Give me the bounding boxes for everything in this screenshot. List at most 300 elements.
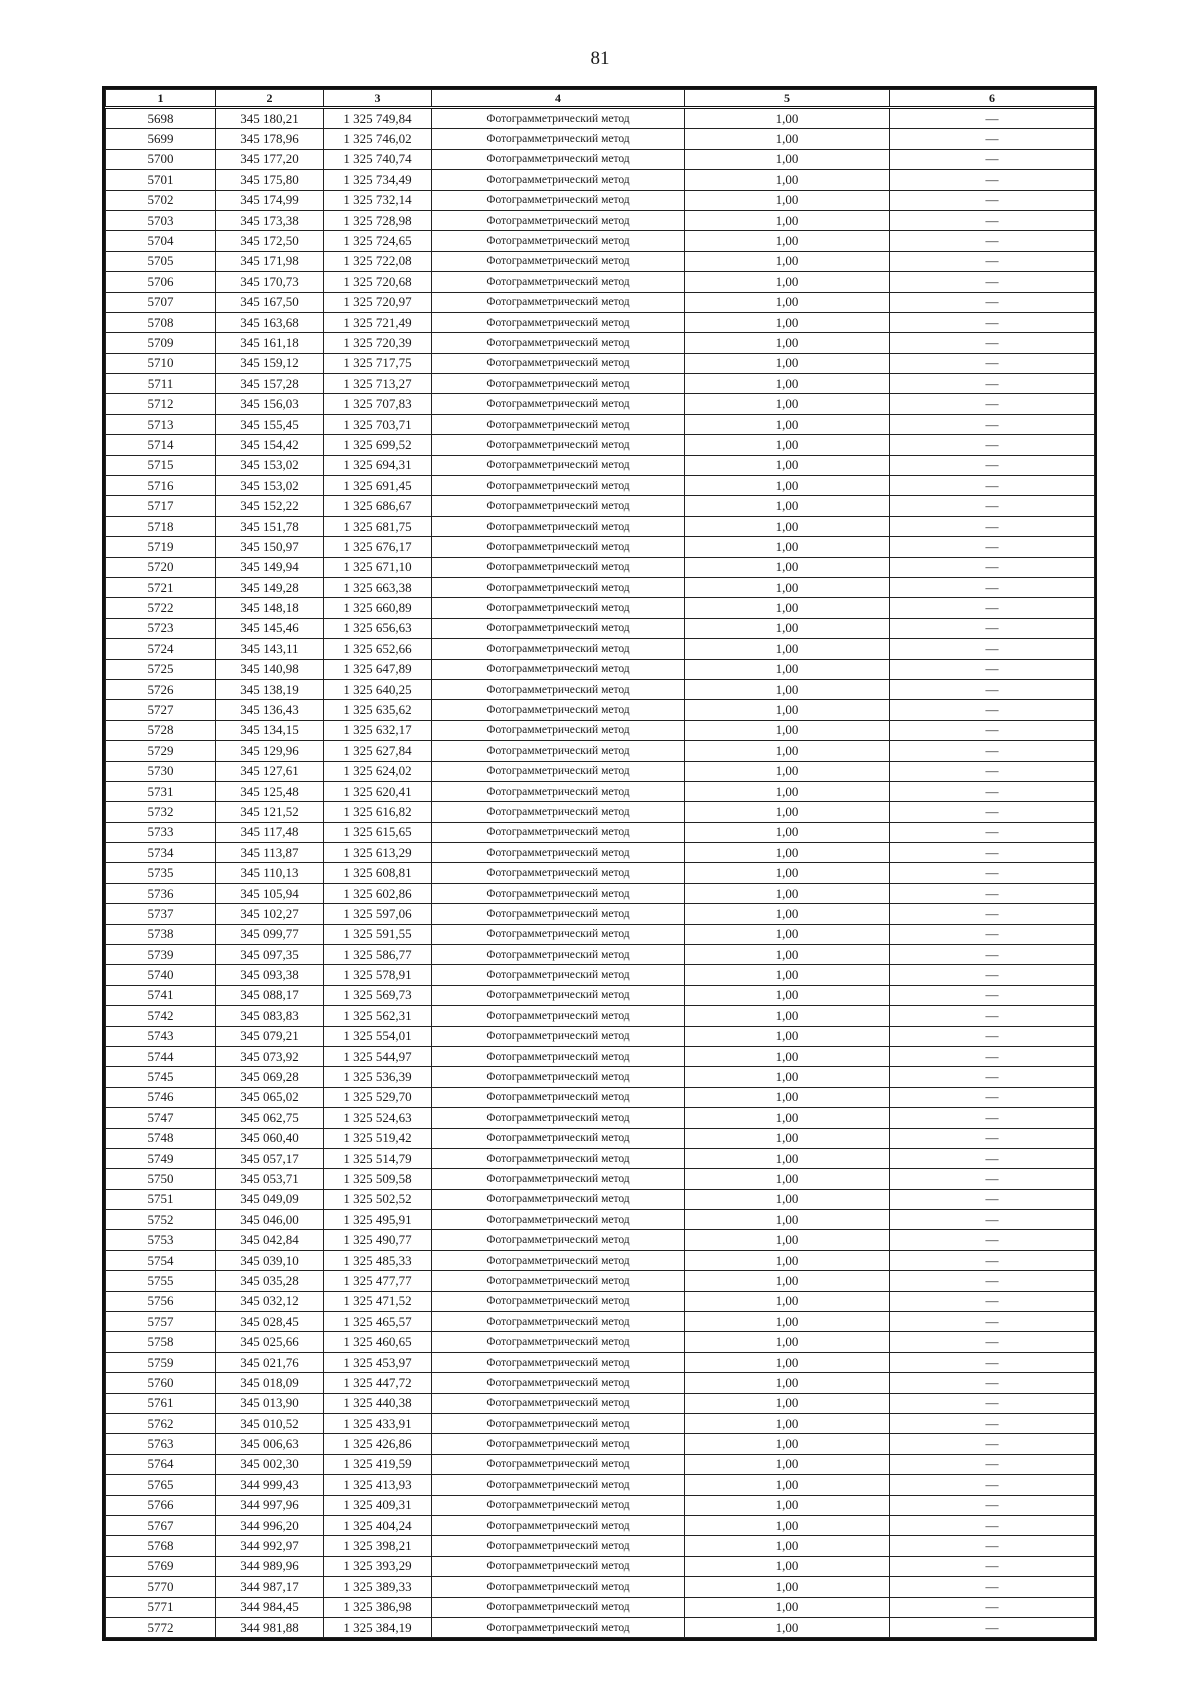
y-coordinate-cell: 1 325 440,38 bbox=[324, 1393, 432, 1413]
method-cell: Фотограмметрический метод bbox=[432, 883, 685, 903]
point-number-cell: 5762 bbox=[106, 1414, 216, 1434]
method-cell: Фотограмметрический метод bbox=[432, 863, 685, 883]
y-coordinate-cell: 1 325 720,97 bbox=[324, 292, 432, 312]
y-coordinate-cell: 1 325 514,79 bbox=[324, 1148, 432, 1168]
y-coordinate-cell: 1 325 652,66 bbox=[324, 639, 432, 659]
point-number-cell: 5735 bbox=[106, 863, 216, 883]
x-coordinate-cell: 344 981,88 bbox=[216, 1617, 324, 1637]
accuracy-cell: 1,00 bbox=[685, 1006, 890, 1026]
table-row bbox=[106, 108, 1095, 129]
accuracy-cell: 1,00 bbox=[685, 1026, 890, 1046]
point-number-cell: 5749 bbox=[106, 1148, 216, 1168]
y-coordinate-cell: 1 325 536,39 bbox=[324, 1067, 432, 1087]
accuracy-cell: 1,00 bbox=[685, 1108, 890, 1128]
method-cell: Фотограмметрический метод bbox=[432, 985, 685, 1005]
point-number-cell: 5740 bbox=[106, 965, 216, 985]
x-coordinate-cell: 345 129,96 bbox=[216, 741, 324, 761]
notes-cell: — bbox=[890, 1373, 1095, 1393]
method-cell: Фотограмметрический метод bbox=[432, 843, 685, 863]
accuracy-cell: 1,00 bbox=[685, 1332, 890, 1352]
y-coordinate-cell: 1 325 676,17 bbox=[324, 537, 432, 557]
table-row bbox=[106, 1332, 1095, 1352]
notes-cell: — bbox=[890, 210, 1095, 230]
x-coordinate-cell: 345 093,38 bbox=[216, 965, 324, 985]
method-cell: Фотограмметрический метод bbox=[432, 1271, 685, 1291]
y-coordinate-cell: 1 325 519,42 bbox=[324, 1128, 432, 1148]
table-row bbox=[106, 618, 1095, 638]
point-number-cell: 5757 bbox=[106, 1312, 216, 1332]
accuracy-cell: 1,00 bbox=[685, 577, 890, 597]
table-row bbox=[106, 149, 1095, 169]
method-cell: Фотограмметрический метод bbox=[432, 1352, 685, 1372]
table-row bbox=[106, 1128, 1095, 1148]
y-coordinate-cell: 1 325 398,21 bbox=[324, 1536, 432, 1556]
point-number-cell: 5707 bbox=[106, 292, 216, 312]
notes-cell: — bbox=[890, 741, 1095, 761]
table-row bbox=[106, 1250, 1095, 1270]
x-coordinate-cell: 345 110,13 bbox=[216, 863, 324, 883]
method-cell: Фотограмметрический метод bbox=[432, 741, 685, 761]
method-cell: Фотограмметрический метод bbox=[432, 108, 685, 129]
accuracy-cell: 1,00 bbox=[685, 1312, 890, 1332]
accuracy-cell: 1,00 bbox=[685, 700, 890, 720]
y-coordinate-cell: 1 325 724,65 bbox=[324, 231, 432, 251]
point-number-cell: 5751 bbox=[106, 1189, 216, 1209]
point-number-cell: 5742 bbox=[106, 1006, 216, 1026]
y-coordinate-cell: 1 325 471,52 bbox=[324, 1291, 432, 1311]
point-number-cell: 5725 bbox=[106, 659, 216, 679]
accuracy-cell: 1,00 bbox=[685, 516, 890, 536]
x-coordinate-cell: 345 113,87 bbox=[216, 843, 324, 863]
y-coordinate-cell: 1 325 404,24 bbox=[324, 1515, 432, 1535]
notes-cell: — bbox=[890, 190, 1095, 210]
point-number-cell: 5699 bbox=[106, 129, 216, 149]
method-cell: Фотограмметрический метод bbox=[432, 1454, 685, 1474]
notes-cell: — bbox=[890, 1046, 1095, 1066]
table-row bbox=[106, 170, 1095, 190]
y-coordinate-cell: 1 325 616,82 bbox=[324, 802, 432, 822]
x-coordinate-cell: 345 138,19 bbox=[216, 679, 324, 699]
y-coordinate-cell: 1 325 586,77 bbox=[324, 945, 432, 965]
y-coordinate-cell: 1 325 671,10 bbox=[324, 557, 432, 577]
method-cell: Фотограмметрический метод bbox=[432, 1577, 685, 1597]
method-cell: Фотограмметрический метод bbox=[432, 1515, 685, 1535]
column-header-1: 1 bbox=[106, 90, 216, 108]
method-cell: Фотограмметрический метод bbox=[432, 639, 685, 659]
method-cell: Фотограмметрический метод bbox=[432, 700, 685, 720]
notes-cell: — bbox=[890, 251, 1095, 271]
method-cell: Фотограмметрический метод bbox=[432, 394, 685, 414]
method-cell: Фотограмметрический метод bbox=[432, 965, 685, 985]
table-row bbox=[106, 863, 1095, 883]
table-row bbox=[106, 1087, 1095, 1107]
x-coordinate-cell: 345 049,09 bbox=[216, 1189, 324, 1209]
table-header bbox=[106, 90, 1095, 108]
y-coordinate-cell: 1 325 720,68 bbox=[324, 272, 432, 292]
notes-cell: — bbox=[890, 659, 1095, 679]
x-coordinate-cell: 345 046,00 bbox=[216, 1210, 324, 1230]
notes-cell: — bbox=[890, 455, 1095, 475]
method-cell: Фотограмметрический метод bbox=[432, 1373, 685, 1393]
notes-cell: — bbox=[890, 353, 1095, 373]
method-cell: Фотограмметрический метод bbox=[432, 1046, 685, 1066]
method-cell: Фотограмметрический метод bbox=[432, 1291, 685, 1311]
notes-cell: — bbox=[890, 904, 1095, 924]
method-cell: Фотограмметрический метод bbox=[432, 720, 685, 740]
y-coordinate-cell: 1 325 615,65 bbox=[324, 822, 432, 842]
x-coordinate-cell: 345 178,96 bbox=[216, 129, 324, 149]
y-coordinate-cell: 1 325 384,19 bbox=[324, 1617, 432, 1637]
method-cell: Фотограмметрический метод bbox=[432, 537, 685, 557]
point-number-cell: 5730 bbox=[106, 761, 216, 781]
table-row bbox=[106, 414, 1095, 434]
x-coordinate-cell: 345 171,98 bbox=[216, 251, 324, 271]
y-coordinate-cell: 1 325 746,02 bbox=[324, 129, 432, 149]
table-row bbox=[106, 333, 1095, 353]
accuracy-cell: 1,00 bbox=[685, 1617, 890, 1637]
point-number-cell: 5765 bbox=[106, 1475, 216, 1495]
x-coordinate-cell: 345 032,12 bbox=[216, 1291, 324, 1311]
table-row bbox=[106, 1006, 1095, 1026]
accuracy-cell: 1,00 bbox=[685, 251, 890, 271]
point-number-cell: 5734 bbox=[106, 843, 216, 863]
method-cell: Фотограмметрический метод bbox=[432, 1495, 685, 1515]
y-coordinate-cell: 1 325 554,01 bbox=[324, 1026, 432, 1046]
method-cell: Фотограмметрический метод bbox=[432, 904, 685, 924]
table-row bbox=[106, 190, 1095, 210]
notes-cell: — bbox=[890, 1108, 1095, 1128]
point-number-cell: 5716 bbox=[106, 476, 216, 496]
table-row bbox=[106, 1026, 1095, 1046]
table-row bbox=[106, 1291, 1095, 1311]
accuracy-cell: 1,00 bbox=[685, 761, 890, 781]
point-number-cell: 5766 bbox=[106, 1495, 216, 1515]
notes-cell: — bbox=[890, 170, 1095, 190]
notes-cell: — bbox=[890, 394, 1095, 414]
y-coordinate-cell: 1 325 426,86 bbox=[324, 1434, 432, 1454]
point-number-cell: 5705 bbox=[106, 251, 216, 271]
notes-cell: — bbox=[890, 1414, 1095, 1434]
point-number-cell: 5726 bbox=[106, 679, 216, 699]
table-row bbox=[106, 761, 1095, 781]
y-coordinate-cell: 1 325 734,49 bbox=[324, 170, 432, 190]
point-number-cell: 5760 bbox=[106, 1373, 216, 1393]
accuracy-cell: 1,00 bbox=[685, 1046, 890, 1066]
y-coordinate-cell: 1 325 691,45 bbox=[324, 476, 432, 496]
point-number-cell: 5741 bbox=[106, 985, 216, 1005]
accuracy-cell: 1,00 bbox=[685, 231, 890, 251]
accuracy-cell: 1,00 bbox=[685, 1454, 890, 1474]
table-row bbox=[106, 210, 1095, 230]
y-coordinate-cell: 1 325 502,52 bbox=[324, 1189, 432, 1209]
notes-cell: — bbox=[890, 679, 1095, 699]
method-cell: Фотограмметрический метод bbox=[432, 312, 685, 332]
x-coordinate-cell: 345 025,66 bbox=[216, 1332, 324, 1352]
method-cell: Фотограмметрический метод bbox=[432, 924, 685, 944]
point-number-cell: 5758 bbox=[106, 1332, 216, 1352]
y-coordinate-cell: 1 325 509,58 bbox=[324, 1169, 432, 1189]
notes-cell: — bbox=[890, 1577, 1095, 1597]
x-coordinate-cell: 345 149,94 bbox=[216, 557, 324, 577]
y-coordinate-cell: 1 325 740,74 bbox=[324, 149, 432, 169]
x-coordinate-cell: 345 153,02 bbox=[216, 455, 324, 475]
table-row bbox=[106, 904, 1095, 924]
table-row bbox=[106, 1414, 1095, 1434]
x-coordinate-cell: 345 157,28 bbox=[216, 374, 324, 394]
point-number-cell: 5702 bbox=[106, 190, 216, 210]
table-row bbox=[106, 496, 1095, 516]
notes-cell: — bbox=[890, 1475, 1095, 1495]
accuracy-cell: 1,00 bbox=[685, 924, 890, 944]
accuracy-cell: 1,00 bbox=[685, 904, 890, 924]
notes-cell: — bbox=[890, 1128, 1095, 1148]
accuracy-cell: 1,00 bbox=[685, 496, 890, 516]
notes-cell: — bbox=[890, 374, 1095, 394]
table-row bbox=[106, 1169, 1095, 1189]
table-row bbox=[106, 1210, 1095, 1230]
accuracy-cell: 1,00 bbox=[685, 557, 890, 577]
method-cell: Фотограмметрический метод bbox=[432, 149, 685, 169]
y-coordinate-cell: 1 325 663,38 bbox=[324, 577, 432, 597]
method-cell: Фотограмметрический метод bbox=[432, 476, 685, 496]
accuracy-cell: 1,00 bbox=[685, 292, 890, 312]
method-cell: Фотограмметрический метод bbox=[432, 292, 685, 312]
point-number-cell: 5708 bbox=[106, 312, 216, 332]
y-coordinate-cell: 1 325 447,72 bbox=[324, 1373, 432, 1393]
table-row bbox=[106, 781, 1095, 801]
accuracy-cell: 1,00 bbox=[685, 1536, 890, 1556]
table-row bbox=[106, 945, 1095, 965]
method-cell: Фотограмметрический метод bbox=[432, 1250, 685, 1270]
table-row bbox=[106, 802, 1095, 822]
point-number-cell: 5746 bbox=[106, 1087, 216, 1107]
x-coordinate-cell: 345 028,45 bbox=[216, 1312, 324, 1332]
method-cell: Фотограмметрический метод bbox=[432, 1475, 685, 1495]
point-number-cell: 5700 bbox=[106, 149, 216, 169]
table-row bbox=[106, 312, 1095, 332]
notes-cell: — bbox=[890, 149, 1095, 169]
y-coordinate-cell: 1 325 640,25 bbox=[324, 679, 432, 699]
point-number-cell: 5714 bbox=[106, 435, 216, 455]
table-row bbox=[106, 1312, 1095, 1332]
accuracy-cell: 1,00 bbox=[685, 883, 890, 903]
point-number-cell: 5750 bbox=[106, 1169, 216, 1189]
x-coordinate-cell: 345 105,94 bbox=[216, 883, 324, 903]
y-coordinate-cell: 1 325 460,65 bbox=[324, 1332, 432, 1352]
point-number-cell: 5767 bbox=[106, 1515, 216, 1535]
point-number-cell: 5720 bbox=[106, 557, 216, 577]
y-coordinate-cell: 1 325 721,49 bbox=[324, 312, 432, 332]
x-coordinate-cell: 344 997,96 bbox=[216, 1495, 324, 1515]
x-coordinate-cell: 344 996,20 bbox=[216, 1515, 324, 1535]
point-number-cell: 5722 bbox=[106, 598, 216, 618]
accuracy-cell: 1,00 bbox=[685, 1515, 890, 1535]
method-cell: Фотограмметрический метод bbox=[432, 1108, 685, 1128]
x-coordinate-cell: 345 057,17 bbox=[216, 1148, 324, 1168]
y-coordinate-cell: 1 325 699,52 bbox=[324, 435, 432, 455]
accuracy-cell: 1,00 bbox=[685, 435, 890, 455]
table-body bbox=[106, 108, 1095, 1638]
table-row bbox=[106, 272, 1095, 292]
y-coordinate-cell: 1 325 627,84 bbox=[324, 741, 432, 761]
y-coordinate-cell: 1 325 707,83 bbox=[324, 394, 432, 414]
x-coordinate-cell: 345 127,61 bbox=[216, 761, 324, 781]
point-number-cell: 5723 bbox=[106, 618, 216, 638]
notes-cell: — bbox=[890, 761, 1095, 781]
table-row bbox=[106, 985, 1095, 1005]
x-coordinate-cell: 345 117,48 bbox=[216, 822, 324, 842]
y-coordinate-cell: 1 325 490,77 bbox=[324, 1230, 432, 1250]
point-number-cell: 5709 bbox=[106, 333, 216, 353]
method-cell: Фотограмметрический метод bbox=[432, 679, 685, 699]
point-number-cell: 5724 bbox=[106, 639, 216, 659]
notes-cell: — bbox=[890, 618, 1095, 638]
method-cell: Фотограмметрический метод bbox=[432, 251, 685, 271]
x-coordinate-cell: 345 159,12 bbox=[216, 353, 324, 373]
point-number-cell: 5736 bbox=[106, 883, 216, 903]
method-cell: Фотограмметрический метод bbox=[432, 618, 685, 638]
x-coordinate-cell: 345 073,92 bbox=[216, 1046, 324, 1066]
x-coordinate-cell: 345 167,50 bbox=[216, 292, 324, 312]
notes-cell: — bbox=[890, 1352, 1095, 1372]
table-row bbox=[106, 435, 1095, 455]
method-cell: Фотограмметрический метод bbox=[432, 170, 685, 190]
accuracy-cell: 1,00 bbox=[685, 149, 890, 169]
point-number-cell: 5770 bbox=[106, 1577, 216, 1597]
table-row bbox=[106, 822, 1095, 842]
x-coordinate-cell: 345 062,75 bbox=[216, 1108, 324, 1128]
point-number-cell: 5769 bbox=[106, 1556, 216, 1576]
table-row bbox=[106, 700, 1095, 720]
x-coordinate-cell: 345 021,76 bbox=[216, 1352, 324, 1372]
y-coordinate-cell: 1 325 602,86 bbox=[324, 883, 432, 903]
notes-cell: — bbox=[890, 1536, 1095, 1556]
table-row bbox=[106, 476, 1095, 496]
accuracy-cell: 1,00 bbox=[685, 1169, 890, 1189]
table-row bbox=[106, 1271, 1095, 1291]
notes-cell: — bbox=[890, 414, 1095, 434]
y-coordinate-cell: 1 325 591,55 bbox=[324, 924, 432, 944]
notes-cell: — bbox=[890, 1556, 1095, 1576]
accuracy-cell: 1,00 bbox=[685, 1373, 890, 1393]
accuracy-cell: 1,00 bbox=[685, 333, 890, 353]
accuracy-cell: 1,00 bbox=[685, 1230, 890, 1250]
table-row bbox=[106, 1352, 1095, 1372]
accuracy-cell: 1,00 bbox=[685, 455, 890, 475]
point-number-cell: 5710 bbox=[106, 353, 216, 373]
method-cell: Фотограмметрический метод bbox=[432, 496, 685, 516]
notes-cell: — bbox=[890, 1291, 1095, 1311]
x-coordinate-cell: 345 039,10 bbox=[216, 1250, 324, 1270]
method-cell: Фотограмметрический метод bbox=[432, 1087, 685, 1107]
y-coordinate-cell: 1 325 465,57 bbox=[324, 1312, 432, 1332]
table-row bbox=[106, 129, 1095, 149]
method-cell: Фотограмметрический метод bbox=[432, 129, 685, 149]
table-row bbox=[106, 720, 1095, 740]
accuracy-cell: 1,00 bbox=[685, 1434, 890, 1454]
notes-cell: — bbox=[890, 843, 1095, 863]
accuracy-cell: 1,00 bbox=[685, 272, 890, 292]
method-cell: Фотограмметрический метод bbox=[432, 1067, 685, 1087]
accuracy-cell: 1,00 bbox=[685, 210, 890, 230]
method-cell: Фотограмметрический метод bbox=[432, 333, 685, 353]
notes-cell: — bbox=[890, 1495, 1095, 1515]
table-row bbox=[106, 639, 1095, 659]
x-coordinate-cell: 345 018,09 bbox=[216, 1373, 324, 1393]
table-row bbox=[106, 353, 1095, 373]
table-row bbox=[106, 843, 1095, 863]
method-cell: Фотограмметрический метод bbox=[432, 1312, 685, 1332]
table-row bbox=[106, 231, 1095, 251]
y-coordinate-cell: 1 325 732,14 bbox=[324, 190, 432, 210]
table-row bbox=[106, 1046, 1095, 1066]
x-coordinate-cell: 345 150,97 bbox=[216, 537, 324, 557]
accuracy-cell: 1,00 bbox=[685, 945, 890, 965]
table-row bbox=[106, 394, 1095, 414]
notes-cell: — bbox=[890, 435, 1095, 455]
table-row bbox=[106, 1148, 1095, 1168]
method-cell: Фотограмметрический метод bbox=[432, 1414, 685, 1434]
table-row bbox=[106, 1577, 1095, 1597]
point-number-cell: 5715 bbox=[106, 455, 216, 475]
column-header-3: 3 bbox=[324, 90, 432, 108]
column-header-4: 4 bbox=[432, 90, 685, 108]
table-row bbox=[106, 374, 1095, 394]
y-coordinate-cell: 1 325 632,17 bbox=[324, 720, 432, 740]
y-coordinate-cell: 1 325 569,73 bbox=[324, 985, 432, 1005]
notes-cell: — bbox=[890, 985, 1095, 1005]
accuracy-cell: 1,00 bbox=[685, 353, 890, 373]
notes-cell: — bbox=[890, 883, 1095, 903]
point-number-cell: 5761 bbox=[106, 1393, 216, 1413]
method-cell: Фотограмметрический метод bbox=[432, 1393, 685, 1413]
x-coordinate-cell: 345 156,03 bbox=[216, 394, 324, 414]
notes-cell: — bbox=[890, 557, 1095, 577]
accuracy-cell: 1,00 bbox=[685, 374, 890, 394]
method-cell: Фотограмметрический метод bbox=[432, 272, 685, 292]
method-cell: Фотограмметрический метод bbox=[432, 455, 685, 475]
y-coordinate-cell: 1 325 524,63 bbox=[324, 1108, 432, 1128]
table-row bbox=[106, 741, 1095, 761]
point-number-cell: 5754 bbox=[106, 1250, 216, 1270]
point-number-cell: 5717 bbox=[106, 496, 216, 516]
x-coordinate-cell: 345 097,35 bbox=[216, 945, 324, 965]
x-coordinate-cell: 344 992,97 bbox=[216, 1536, 324, 1556]
accuracy-cell: 1,00 bbox=[685, 781, 890, 801]
table-row bbox=[106, 455, 1095, 475]
y-coordinate-cell: 1 325 656,63 bbox=[324, 618, 432, 638]
accuracy-cell: 1,00 bbox=[685, 659, 890, 679]
notes-cell: — bbox=[890, 1230, 1095, 1250]
accuracy-cell: 1,00 bbox=[685, 802, 890, 822]
accuracy-cell: 1,00 bbox=[685, 1597, 890, 1617]
notes-cell: — bbox=[890, 1617, 1095, 1637]
method-cell: Фотограмметрический метод bbox=[432, 1617, 685, 1637]
point-number-cell: 5763 bbox=[106, 1434, 216, 1454]
table-row bbox=[106, 1434, 1095, 1454]
notes-cell: — bbox=[890, 720, 1095, 740]
y-coordinate-cell: 1 325 453,97 bbox=[324, 1352, 432, 1372]
table-row bbox=[106, 537, 1095, 557]
method-cell: Фотограмметрический метод bbox=[432, 1536, 685, 1556]
accuracy-cell: 1,00 bbox=[685, 108, 890, 129]
point-number-cell: 5732 bbox=[106, 802, 216, 822]
accuracy-cell: 1,00 bbox=[685, 1393, 890, 1413]
accuracy-cell: 1,00 bbox=[685, 863, 890, 883]
x-coordinate-cell: 345 102,27 bbox=[216, 904, 324, 924]
accuracy-cell: 1,00 bbox=[685, 843, 890, 863]
table-row bbox=[106, 1230, 1095, 1250]
